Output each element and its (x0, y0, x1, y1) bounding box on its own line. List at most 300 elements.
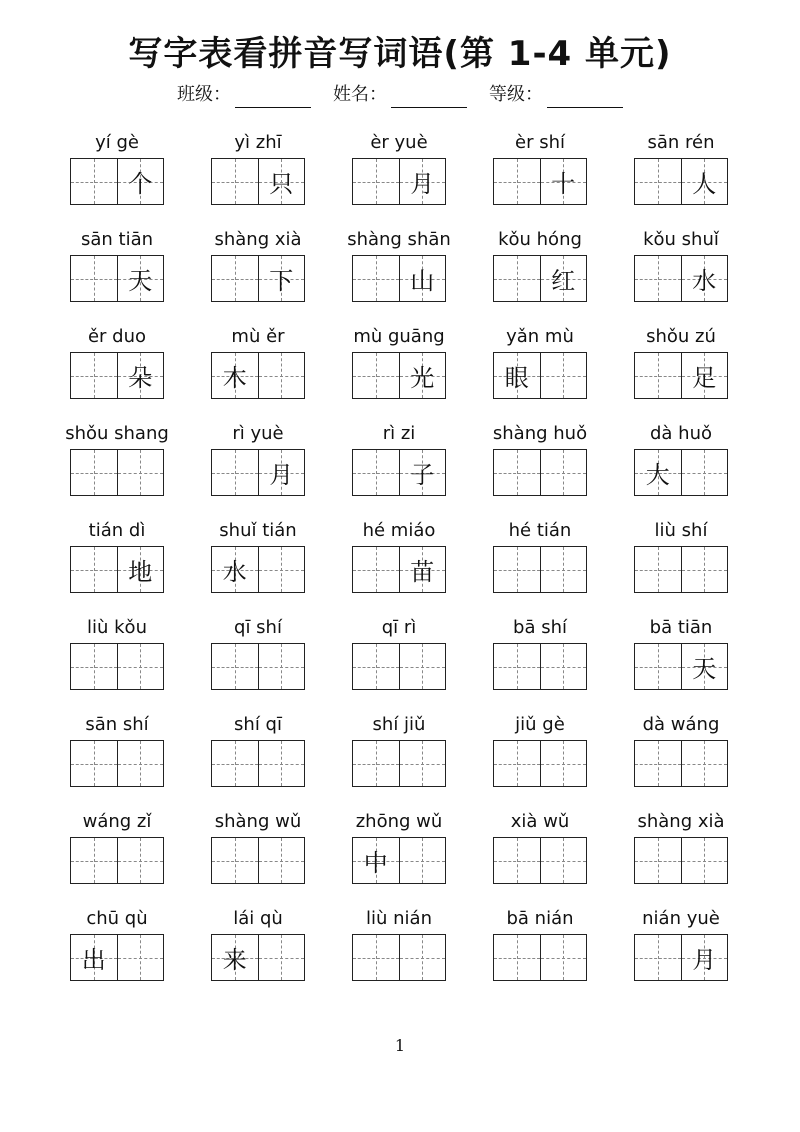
pinyin-label: shǒu shang (65, 423, 169, 444)
hanzi-char: 个 (128, 170, 153, 198)
tianzige-box[interactable] (681, 547, 728, 592)
tianzige-box[interactable] (399, 159, 446, 204)
tianzige-box-pair (352, 740, 446, 787)
grade-label: 等级： (489, 84, 543, 105)
tianzige-box[interactable] (212, 838, 258, 883)
hanzi-char (353, 741, 399, 786)
tianzige-box[interactable] (681, 935, 728, 980)
tianzige-box-pair (70, 740, 164, 787)
word-item (634, 613, 728, 710)
hanzi-char: 苗 (410, 558, 435, 586)
hanzi-char (71, 450, 117, 495)
tianzige-box[interactable] (540, 644, 587, 689)
tianzige-box[interactable] (353, 450, 399, 495)
tianzige-box-pair (634, 740, 728, 787)
tianzige-box[interactable] (258, 838, 305, 883)
pinyin-label: èr shí (515, 132, 565, 153)
hanzi-char: 眼 (504, 364, 529, 392)
tianzige-box[interactable] (399, 256, 446, 301)
word-item (211, 322, 305, 419)
pinyin-label: shí qī (234, 714, 282, 735)
pinyin-label: yí gè (95, 132, 139, 153)
hanzi-char (118, 838, 164, 883)
tianzige-box[interactable] (540, 838, 587, 883)
hanzi-char (259, 547, 305, 592)
hanzi-char: 光 (410, 364, 435, 392)
page-number: 1 (394, 1036, 406, 1055)
tianzige-box[interactable] (353, 644, 399, 689)
hanzi-char (353, 256, 399, 301)
word-item (65, 419, 169, 516)
pinyin-label: shàng huǒ (492, 423, 588, 444)
word-item (211, 710, 305, 807)
word-item (211, 807, 305, 904)
student-info-row (0, 82, 800, 108)
hanzi-char: 水 (222, 558, 247, 586)
tianzige-box[interactable] (635, 450, 681, 495)
word-item (70, 613, 164, 710)
tianzige-box-pair (70, 546, 164, 593)
word-item (211, 904, 305, 1001)
hanzi-char (118, 644, 164, 689)
tianzige-box[interactable] (353, 547, 399, 592)
tianzige-box[interactable] (353, 353, 399, 398)
tianzige-box[interactable] (494, 353, 540, 398)
word-item (70, 807, 164, 904)
pinyin-label: hé miáo (362, 520, 436, 541)
hanzi-char (118, 450, 164, 495)
tianzige-box-pair (634, 255, 728, 302)
word-item (211, 225, 305, 322)
tianzige-box[interactable] (258, 547, 305, 592)
hanzi-char: 人 (692, 170, 717, 198)
pinyin-label: liù shí (654, 520, 708, 541)
class-label: 班级： (177, 84, 231, 105)
tianzige-box[interactable] (258, 159, 305, 204)
tianzige-box-pair (211, 255, 305, 302)
tianzige-box[interactable] (681, 450, 728, 495)
hanzi-char (400, 644, 446, 689)
hanzi-char (541, 450, 587, 495)
tianzige-box[interactable] (681, 159, 728, 204)
tianzige-box[interactable] (494, 547, 540, 592)
hanzi-char (71, 741, 117, 786)
pinyin-label: wáng zǐ (82, 811, 152, 832)
tianzige-box[interactable] (258, 256, 305, 301)
tianzige-box[interactable] (258, 644, 305, 689)
pinyin-label: zhōng wǔ (355, 811, 443, 832)
tianzige-box[interactable] (399, 741, 446, 786)
tianzige-box[interactable] (117, 547, 164, 592)
pinyin-label: qī shí (234, 617, 282, 638)
pinyin-label: jiǔ gè (515, 714, 565, 735)
hanzi-char (259, 644, 305, 689)
pinyin-label: mù guāng (353, 326, 445, 347)
tianzige-box-pair (352, 352, 446, 399)
tianzige-box-pair (352, 158, 446, 205)
tianzige-box-pair (493, 255, 587, 302)
tianzige-box-pair (634, 643, 728, 690)
hanzi-char: 天 (692, 655, 717, 683)
tianzige-box[interactable] (494, 741, 540, 786)
tianzige-box[interactable] (540, 450, 587, 495)
tianzige-box[interactable] (258, 450, 305, 495)
hanzi-char (635, 256, 681, 301)
pinyin-label: rì zi (382, 423, 416, 444)
hanzi-char: 足 (692, 364, 717, 392)
name-label: 姓名： (333, 84, 387, 105)
word-item (211, 128, 305, 225)
hanzi-char (71, 256, 117, 301)
pinyin-label: bā shí (513, 617, 567, 638)
tianzige-box[interactable] (494, 838, 540, 883)
pinyin-label: bā tiān (649, 617, 713, 638)
word-item (634, 807, 728, 904)
hanzi-char: 红 (551, 267, 576, 295)
tianzige-box[interactable] (353, 159, 399, 204)
tianzige-box[interactable] (635, 353, 681, 398)
pinyin-label: tián dì (88, 520, 146, 541)
tianzige-box-pair (493, 837, 587, 884)
hanzi-char: 木 (222, 364, 247, 392)
grade-field (489, 82, 623, 108)
tianzige-box-pair (493, 643, 587, 690)
tianzige-box[interactable] (635, 935, 681, 980)
hanzi-char (541, 353, 587, 398)
hanzi-char: 只 (269, 170, 294, 198)
tianzige-box-pair (352, 837, 446, 884)
tianzige-box[interactable] (399, 450, 446, 495)
tianzige-box[interactable] (681, 256, 728, 301)
hanzi-char (259, 353, 305, 398)
hanzi-char (259, 741, 305, 786)
class-blank[interactable] (235, 87, 311, 108)
word-item (634, 419, 728, 516)
hanzi-char: 十 (551, 170, 576, 198)
hanzi-char (541, 741, 587, 786)
hanzi-char (212, 159, 258, 204)
tianzige-box-pair (211, 934, 305, 981)
tianzige-box[interactable] (399, 644, 446, 689)
hanzi-char (71, 159, 117, 204)
tianzige-box[interactable] (71, 353, 117, 398)
tianzige-box[interactable] (117, 256, 164, 301)
pinyin-label: shàng xià (214, 229, 302, 250)
hanzi-char: 月 (410, 170, 435, 198)
tianzige-box-pair (211, 837, 305, 884)
hanzi-char (118, 741, 164, 786)
pinyin-label: hé tián (508, 520, 572, 541)
tianzige-box[interactable] (681, 353, 728, 398)
hanzi-char (494, 256, 540, 301)
word-item (70, 710, 164, 807)
tianzige-box-pair (493, 546, 587, 593)
word-item (493, 322, 587, 419)
tianzige-box[interactable] (353, 256, 399, 301)
hanzi-char: 来 (222, 946, 247, 974)
hanzi-char (353, 450, 399, 495)
tianzige-box[interactable] (399, 838, 446, 883)
tianzige-box-pair (493, 740, 587, 787)
tianzige-box[interactable] (212, 741, 258, 786)
tianzige-box[interactable] (399, 547, 446, 592)
tianzige-box[interactable] (71, 644, 117, 689)
hanzi-char: 出 (81, 946, 106, 974)
tianzige-box[interactable] (117, 644, 164, 689)
pinyin-label: èr yuè (370, 132, 428, 153)
word-item (70, 516, 164, 613)
pinyin-label: shí jiǔ (372, 714, 426, 735)
word-item (493, 613, 587, 710)
pinyin-label: sān tiān (80, 229, 154, 250)
hanzi-char (635, 353, 681, 398)
hanzi-char (353, 547, 399, 592)
pinyin-label: sān shí (85, 714, 149, 735)
hanzi-char (494, 547, 540, 592)
tianzige-box[interactable] (212, 353, 258, 398)
tianzige-box[interactable] (71, 159, 117, 204)
hanzi-char (353, 644, 399, 689)
tianzige-box-pair (352, 643, 446, 690)
tianzige-box-pair (493, 158, 587, 205)
pinyin-label: rì yuè (232, 423, 284, 444)
hanzi-char (118, 935, 164, 980)
tianzige-box[interactable] (681, 644, 728, 689)
tianzige-box[interactable] (71, 935, 117, 980)
tianzige-box[interactable] (494, 935, 540, 980)
tianzige-box[interactable] (540, 353, 587, 398)
hanzi-char (400, 935, 446, 980)
word-item (352, 516, 446, 613)
hanzi-char (682, 838, 728, 883)
hanzi-char (635, 159, 681, 204)
tianzige-box-pair (493, 449, 587, 496)
tianzige-box[interactable] (353, 741, 399, 786)
tianzige-box[interactable] (117, 838, 164, 883)
word-item (634, 904, 728, 1001)
word-item (493, 225, 587, 322)
hanzi-char (212, 838, 258, 883)
pinyin-label: chū qù (86, 908, 148, 929)
tianzige-box[interactable] (212, 256, 258, 301)
tianzige-box[interactable] (635, 644, 681, 689)
word-item (352, 419, 446, 516)
hanzi-char: 水 (692, 267, 717, 295)
tianzige-box[interactable] (635, 159, 681, 204)
pinyin-label: mù ěr (231, 326, 285, 347)
pinyin-label: sān rén (647, 132, 715, 153)
tianzige-box[interactable] (117, 741, 164, 786)
tianzige-box[interactable] (681, 741, 728, 786)
hanzi-char (635, 838, 681, 883)
hanzi-char (541, 935, 587, 980)
hanzi-char: 山 (410, 267, 435, 295)
hanzi-char: 地 (128, 558, 153, 586)
hanzi-char (400, 741, 446, 786)
pinyin-label: shàng shān (347, 229, 451, 250)
tianzige-box[interactable] (117, 450, 164, 495)
word-item (352, 128, 446, 225)
tianzige-box[interactable] (117, 935, 164, 980)
tianzige-box-pair (634, 934, 728, 981)
hanzi-char (212, 644, 258, 689)
tianzige-box-pair (211, 643, 305, 690)
tianzige-box[interactable] (71, 838, 117, 883)
name-blank[interactable] (391, 87, 467, 108)
hanzi-char (71, 838, 117, 883)
class-field (177, 82, 311, 108)
hanzi-char (71, 644, 117, 689)
tianzige-box[interactable] (212, 547, 258, 592)
pinyin-label: liù nián (366, 908, 432, 929)
tianzige-box[interactable] (258, 741, 305, 786)
hanzi-char: 天 (128, 267, 153, 295)
tianzige-box-pair (634, 449, 728, 496)
tianzige-box-pair (70, 158, 164, 205)
tianzige-box[interactable] (540, 547, 587, 592)
tianzige-box[interactable] (353, 935, 399, 980)
tianzige-box[interactable] (635, 256, 681, 301)
tianzige-box-pair (70, 643, 164, 690)
tianzige-box[interactable] (494, 450, 540, 495)
hanzi-char (682, 547, 728, 592)
pinyin-label: shàng wǔ (214, 811, 302, 832)
tianzige-box[interactable] (399, 353, 446, 398)
tianzige-box[interactable] (540, 256, 587, 301)
tianzige-box-pair (70, 352, 164, 399)
tianzige-box-pair (634, 546, 728, 593)
tianzige-box[interactable] (71, 256, 117, 301)
word-item (634, 322, 728, 419)
hanzi-char: 下 (269, 267, 294, 295)
hanzi-char (494, 159, 540, 204)
word-item (70, 128, 164, 225)
tianzige-box-pair (211, 740, 305, 787)
tianzige-box[interactable] (635, 741, 681, 786)
tianzige-box[interactable] (71, 450, 117, 495)
tianzige-box[interactable] (258, 353, 305, 398)
word-item (211, 613, 305, 710)
hanzi-char (212, 450, 258, 495)
tianzige-box[interactable] (681, 838, 728, 883)
pinyin-label: kǒu hóng (498, 229, 582, 250)
tianzige-box[interactable] (635, 838, 681, 883)
pinyin-label: qī rì (381, 617, 417, 638)
tianzige-box[interactable] (635, 547, 681, 592)
word-item (634, 516, 728, 613)
word-item (352, 710, 446, 807)
hanzi-char: 月 (269, 461, 294, 489)
hanzi-char (541, 644, 587, 689)
word-item (493, 710, 587, 807)
hanzi-char (353, 935, 399, 980)
hanzi-char (682, 741, 728, 786)
tianzige-box-pair (211, 352, 305, 399)
tianzige-box-pair (352, 255, 446, 302)
word-item (493, 128, 587, 225)
hanzi-char (71, 547, 117, 592)
hanzi-char (494, 450, 540, 495)
tianzige-box[interactable] (540, 741, 587, 786)
hanzi-char (635, 644, 681, 689)
pinyin-label: bā nián (506, 908, 574, 929)
word-item (347, 225, 451, 322)
tianzige-box-pair (634, 158, 728, 205)
tianzige-box[interactable] (71, 547, 117, 592)
pinyin-label: xià wǔ (510, 811, 570, 832)
word-item (70, 322, 164, 419)
hanzi-char (353, 353, 399, 398)
hanzi-char (259, 935, 305, 980)
tianzige-box[interactable] (494, 159, 540, 204)
word-item (70, 225, 164, 322)
tianzige-box[interactable] (353, 838, 399, 883)
tianzige-box-pair (493, 934, 587, 981)
tianzige-box[interactable] (494, 644, 540, 689)
hanzi-char (212, 741, 258, 786)
hanzi-char (259, 838, 305, 883)
word-item (493, 419, 587, 516)
hanzi-char: 朵 (128, 364, 153, 392)
hanzi-char (682, 450, 728, 495)
tianzige-box-pair (70, 255, 164, 302)
pinyin-label: dà huǒ (649, 423, 712, 444)
hanzi-char (400, 838, 446, 883)
hanzi-char (494, 935, 540, 980)
pinyin-label: nián yuè (642, 908, 720, 929)
hanzi-char (212, 256, 258, 301)
pinyin-label: shàng xià (637, 811, 725, 832)
tianzige-box[interactable] (212, 935, 258, 980)
tianzige-box-pair (70, 837, 164, 884)
hanzi-char (541, 547, 587, 592)
tianzige-box-pair (352, 934, 446, 981)
pinyin-label: yì zhī (234, 132, 282, 153)
pinyin-label: shǒu zú (646, 326, 716, 347)
pinyin-label: shuǐ tián (219, 520, 297, 541)
tianzige-box[interactable] (540, 159, 587, 204)
tianzige-box-pair (211, 449, 305, 496)
tianzige-box[interactable] (71, 741, 117, 786)
tianzige-box[interactable] (494, 256, 540, 301)
tianzige-box[interactable] (399, 935, 446, 980)
tianzige-box[interactable] (212, 159, 258, 204)
tianzige-box[interactable] (212, 644, 258, 689)
word-item (211, 516, 305, 613)
tianzige-box[interactable] (117, 159, 164, 204)
page-title: 写字表看拼音写词语(第 1-4 单元) (128, 34, 672, 74)
word-item (493, 807, 587, 904)
tianzige-box-pair (634, 352, 728, 399)
pinyin-label: lái qù (233, 908, 283, 929)
hanzi-char (541, 838, 587, 883)
tianzige-box-pair (352, 449, 446, 496)
word-item (211, 419, 305, 516)
grade-blank[interactable] (547, 87, 623, 108)
tianzige-box[interactable] (117, 353, 164, 398)
tianzige-box-pair (211, 158, 305, 205)
word-item (493, 516, 587, 613)
hanzi-char (494, 838, 540, 883)
word-item (352, 807, 446, 904)
word-item (70, 904, 164, 1001)
tianzige-box[interactable] (540, 935, 587, 980)
hanzi-char: 中 (363, 849, 388, 877)
pinyin-label: dà wáng (642, 714, 720, 735)
tianzige-box[interactable] (212, 450, 258, 495)
hanzi-char: 月 (692, 946, 717, 974)
tianzige-box[interactable] (258, 935, 305, 980)
